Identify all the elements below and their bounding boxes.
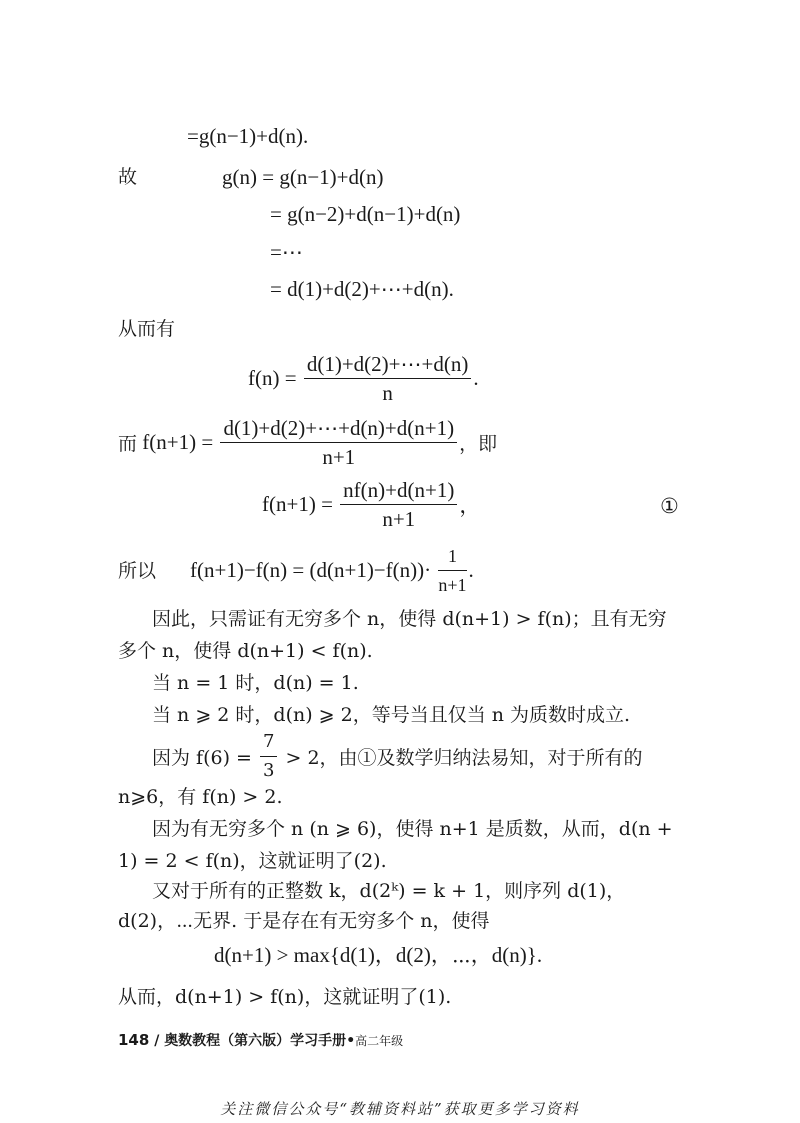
eq1-lhs: f(n+1) = <box>262 492 333 516</box>
para-1b: 多个 n，使得 d(n+1) < f(n). <box>118 640 373 662</box>
p4-fraction <box>260 730 277 783</box>
p4-post: > 2，由①及数学归纳法易知，对于所有的 <box>285 747 643 769</box>
eq1-numerator: nf(n)+d(n+1) <box>340 478 457 505</box>
er-prefix: 而 <box>118 433 138 455</box>
para-5a: 因为有无穷多个 n (n ⩾ 6)，使得 n+1 是质数，从而，d(n + <box>152 818 673 840</box>
label-gu: 故 <box>118 166 138 188</box>
equation-diff <box>190 544 474 597</box>
label-congeryou: 从而有 <box>118 318 176 340</box>
para-6a: 又对于所有的正整数 k，d(2ᵏ) = k + 1，则序列 d(1)， <box>152 880 626 902</box>
equation-tag-1: ① <box>660 494 679 518</box>
para-4b: n⩾6，有 f(n) > 2. <box>118 786 283 808</box>
para-1a: 因此，只需证有无穷多个 n，使得 d(n+1) > f(n)；且有无穷 <box>152 608 667 630</box>
er-denominator: n+1 <box>322 445 356 469</box>
fn-dot: . <box>473 366 479 390</box>
para-5b: 1) = 2 < f(n)，这就证明了(2). <box>118 850 387 872</box>
grade-label: 高二年级 <box>355 1034 404 1048</box>
equation-1 <box>262 478 480 531</box>
para-4a <box>152 730 643 783</box>
math-line-5: = d(1)+d(2)+⋯+d(n). <box>270 277 454 301</box>
fn-denominator: n <box>382 381 393 405</box>
eq1-denominator: n+1 <box>382 507 416 531</box>
fn-lhs: f(n) = <box>248 366 297 390</box>
page-footer <box>118 1030 403 1050</box>
book-title: 奥数教程（第六版）学习手册 <box>164 1033 347 1049</box>
math-line-4: =⋯ <box>270 240 303 264</box>
footer-separator: / <box>154 1033 160 1049</box>
er-numerator: d(1)+d(2)+⋯+d(n)+d(n+1) <box>220 416 457 443</box>
eq1-fraction <box>340 478 457 531</box>
label-suoyi: 所以 <box>118 560 157 582</box>
diff-denominator: n+1 <box>438 575 467 595</box>
diff-fraction <box>438 544 466 597</box>
p4-pre: 因为 f(6) = <box>152 747 252 769</box>
para-3: 当 n ⩾ 2 时，d(n) ⩾ 2，等号当且仅当 n 为质数时成立. <box>152 704 631 726</box>
p4-denominator: 3 <box>263 760 275 781</box>
math-line-2: g(n) = g(n−1)+d(n) <box>222 165 384 189</box>
fn-fraction <box>304 352 472 405</box>
eq1-comma: ， <box>459 493 481 518</box>
math-line-1: =g(n−1)+d(n). <box>187 124 309 148</box>
para-2: 当 n = 1 时，d(n) = 1. <box>152 672 359 694</box>
para-final: 从而，d(n+1) > f(n)，这就证明了(1). <box>118 986 452 1008</box>
page-number: 148 <box>118 1031 150 1049</box>
er-fraction <box>220 416 457 469</box>
equation-fn <box>248 352 479 405</box>
watermark-text: 关注微信公众号“教辅资料站”获取更多学习资料 <box>220 1100 580 1118</box>
diff-numerator: 1 <box>438 544 466 571</box>
fn-numerator: d(1)+d(2)+⋯+d(n) <box>304 352 472 379</box>
diff-dot: . <box>468 558 474 582</box>
er-lhs: f(n+1) = <box>142 430 214 454</box>
equation-fn1-def <box>118 416 497 469</box>
er-suffix: ，即 <box>459 433 498 455</box>
footer-bullet: • <box>346 1033 356 1049</box>
math-line-3: = g(n−2)+d(n−1)+d(n) <box>270 202 461 226</box>
p4-numerator: 7 <box>260 730 277 757</box>
para-6b: d(2)，⋯无界. 于是存在有无穷多个 n，使得 <box>118 910 490 932</box>
max-equation: d(n+1) > max{d(1)，d(2)，⋯，d(n)}. <box>214 943 543 967</box>
diff-lhs: f(n+1)−f(n) = (d(n+1)−f(n))· <box>190 558 432 582</box>
